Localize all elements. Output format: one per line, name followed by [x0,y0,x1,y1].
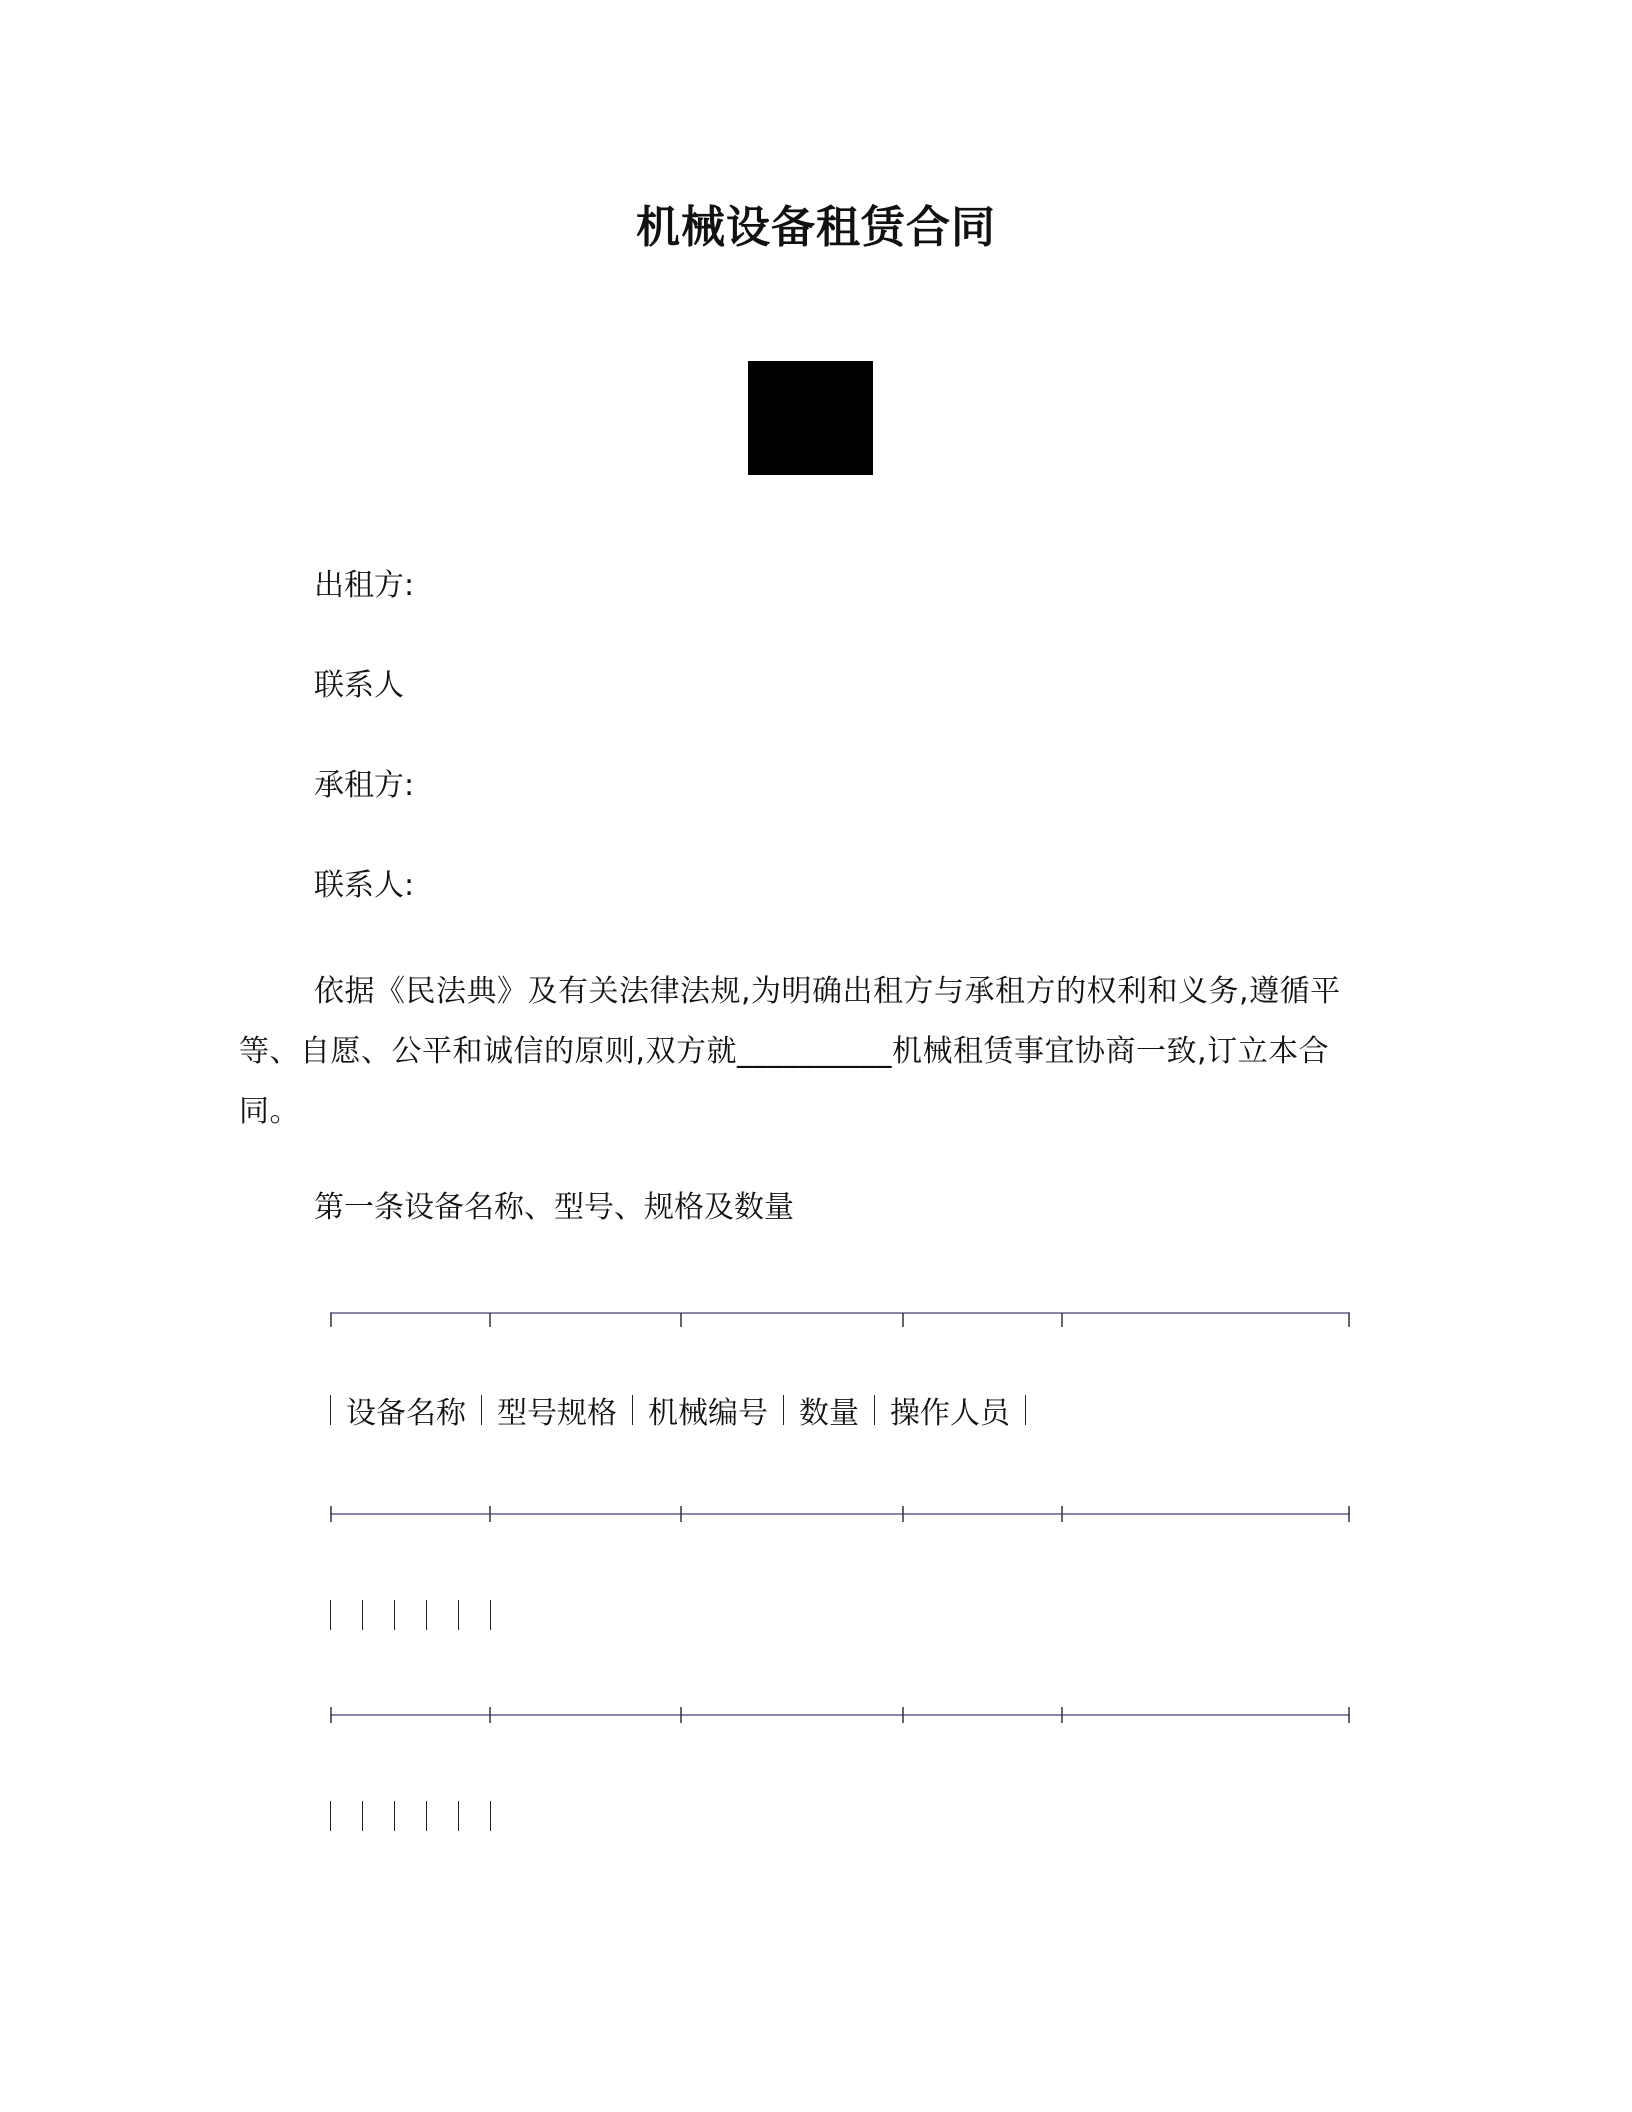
header-quantity: 数量 [799,1396,859,1431]
header-equipment-name: 设备名称 [346,1396,466,1431]
header-model-spec: 型号规格 [497,1396,617,1431]
lessor-contact-label: 联系人 [314,668,404,703]
redacted-seal [748,361,873,475]
document-title: 机械设备租赁合同 [636,202,996,253]
header-operator: 操作人员 [890,1396,1010,1431]
table-separator-rule [330,1504,1350,1524]
article1-heading: 第一条设备名称、型号、规格及数量 [314,1190,794,1225]
lessee-contact-label: 联系人: [314,868,415,903]
table-header-row [330,1388,1041,1432]
header-machine-number: 机械编号 [648,1396,768,1431]
lessee-label: 承租方: [314,768,415,803]
lessor-label: 出租方: [314,568,415,603]
table-top-rule [330,1310,1350,1330]
preamble-paragraph: 依据《民法典》及有关法律法规,为明确出租方与承租方的权利和义务,遵循平等、自愿、公平和诚信的原则,双方就__________机械租赁事宜协商一致,订立本合同。 [239,974,1341,1129]
table-row [330,1799,522,1833]
table-separator-rule [330,1705,1350,1725]
table-row [330,1598,522,1632]
